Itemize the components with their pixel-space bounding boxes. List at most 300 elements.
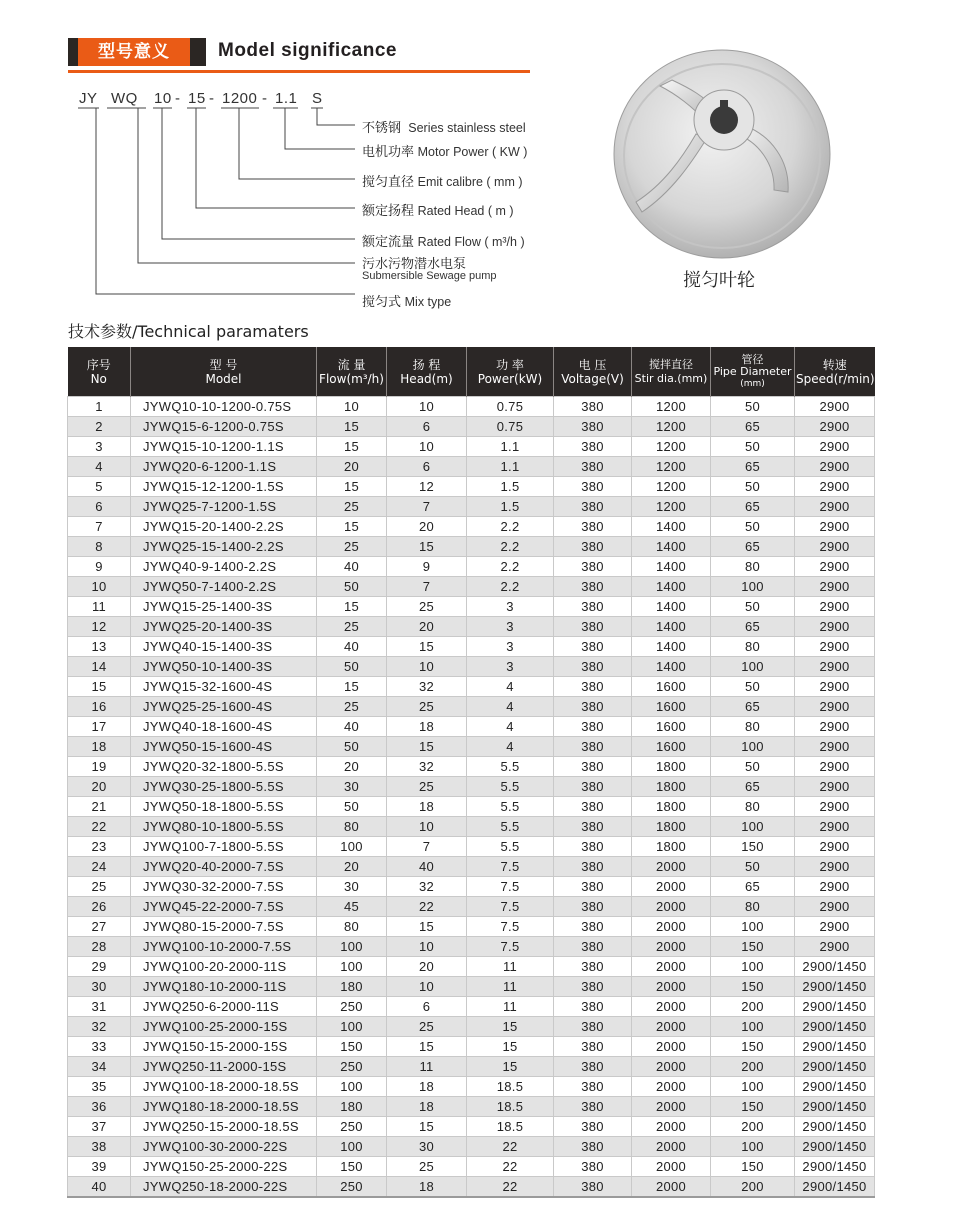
cell-pipe-dia: 100	[711, 957, 795, 977]
cell-stir-dia: 2000	[632, 957, 711, 977]
cell-pipe-dia: 200	[711, 1057, 795, 1077]
cell-model: JYWQ250-18-2000-22S	[131, 1177, 317, 1198]
cell-flow: 100	[317, 957, 387, 977]
cell-no: 14	[68, 657, 131, 677]
cell-power: 1.5	[467, 497, 554, 517]
cell-pipe-dia: 100	[711, 1017, 795, 1037]
table-row	[68, 1057, 875, 1077]
cell-model: JYWQ15-12-1200-1.5S	[131, 477, 317, 497]
label-mix-type-cn: 搅匀式	[362, 295, 402, 310]
cell-stir-dia: 2000	[632, 1157, 711, 1177]
cell-power: 22	[467, 1137, 554, 1157]
cell-pipe-dia: 65	[711, 497, 795, 517]
cell-stir-dia: 1200	[632, 437, 711, 457]
cell-stir-dia: 1600	[632, 697, 711, 717]
cell-head: 30	[387, 1137, 467, 1157]
cell-power: 7.5	[467, 937, 554, 957]
cell-head: 6	[387, 997, 467, 1017]
table-body	[68, 397, 875, 1198]
cell-speed: 2900	[795, 937, 875, 957]
cell-head: 18	[387, 717, 467, 737]
cell-speed: 2900	[795, 437, 875, 457]
cell-speed: 2900/1450	[795, 1017, 875, 1037]
cell-model: JYWQ15-20-1400-2.2S	[131, 517, 317, 537]
label-mix-type	[362, 291, 451, 310]
cell-pipe-dia: 100	[711, 817, 795, 837]
table-row	[68, 577, 875, 597]
cell-voltage: 380	[554, 797, 632, 817]
cell-model: JYWQ25-7-1200-1.5S	[131, 497, 317, 517]
cell-model: JYWQ100-20-2000-11S	[131, 957, 317, 977]
cell-voltage: 380	[554, 1057, 632, 1077]
cell-pipe-dia: 65	[711, 457, 795, 477]
cell-power: 2.2	[467, 517, 554, 537]
col-header-stir-dia-en: Stir dia.(mm)	[634, 371, 708, 385]
cell-power: 15	[467, 1017, 554, 1037]
cell-voltage: 380	[554, 877, 632, 897]
cell-stir-dia: 1600	[632, 717, 711, 737]
table-row	[68, 777, 875, 797]
cell-voltage: 380	[554, 617, 632, 637]
cell-flow: 15	[317, 437, 387, 457]
cell-model: JYWQ20-40-2000-7.5S	[131, 857, 317, 877]
cell-stir-dia: 1400	[632, 637, 711, 657]
label-calibre	[362, 171, 523, 190]
cell-head: 10	[387, 437, 467, 457]
table-row	[68, 737, 875, 757]
cell-no: 10	[68, 577, 131, 597]
cell-power: 22	[467, 1157, 554, 1177]
cell-power: 4	[467, 697, 554, 717]
cell-power: 5.5	[467, 837, 554, 857]
cell-flow: 15	[317, 677, 387, 697]
cell-stir-dia: 1800	[632, 797, 711, 817]
cell-model: JYWQ180-18-2000-18.5S	[131, 1097, 317, 1117]
cell-no: 22	[68, 817, 131, 837]
cell-voltage: 380	[554, 657, 632, 677]
cell-no: 40	[68, 1177, 131, 1198]
cell-pipe-dia: 80	[711, 637, 795, 657]
cell-voltage: 380	[554, 937, 632, 957]
cell-head: 15	[387, 737, 467, 757]
cell-pipe-dia: 200	[711, 1177, 795, 1198]
cell-power: 5.5	[467, 777, 554, 797]
cell-pipe-dia: 100	[711, 737, 795, 757]
table-row	[68, 497, 875, 517]
code-series: S	[312, 90, 323, 107]
cell-power: 4	[467, 717, 554, 737]
cell-speed: 2900/1450	[795, 1037, 875, 1057]
cell-no: 25	[68, 877, 131, 897]
table-row	[68, 937, 875, 957]
cell-model: JYWQ25-15-1400-2.2S	[131, 537, 317, 557]
cell-speed: 2900	[795, 777, 875, 797]
cell-speed: 2900/1450	[795, 1077, 875, 1097]
label-pump-en: Submersible Sewage pump	[362, 270, 497, 282]
col-header-pipe-dia-cn: 管径	[741, 352, 764, 366]
col-header-no	[68, 347, 131, 397]
cell-model: JYWQ100-25-2000-15S	[131, 1017, 317, 1037]
cell-no: 33	[68, 1037, 131, 1057]
cell-speed: 2900	[795, 917, 875, 937]
cell-stir-dia: 2000	[632, 1177, 711, 1198]
cell-speed: 2900	[795, 677, 875, 697]
cell-power: 4	[467, 737, 554, 757]
cell-voltage: 380	[554, 1137, 632, 1157]
cell-voltage: 380	[554, 1177, 632, 1198]
table-row	[68, 417, 875, 437]
cell-voltage: 380	[554, 697, 632, 717]
cell-speed: 2900	[795, 577, 875, 597]
cell-model: JYWQ150-15-2000-15S	[131, 1037, 317, 1057]
cell-speed: 2900/1450	[795, 997, 875, 1017]
cell-stir-dia: 2000	[632, 1117, 711, 1137]
cell-voltage: 380	[554, 977, 632, 997]
cell-voltage: 380	[554, 1077, 632, 1097]
technical-parameters-title: 技术参数/Technical paramaters	[68, 322, 309, 341]
cell-stir-dia: 1200	[632, 457, 711, 477]
cell-head: 18	[387, 1097, 467, 1117]
cell-no: 23	[68, 837, 131, 857]
cell-voltage: 380	[554, 557, 632, 577]
cell-power: 7.5	[467, 877, 554, 897]
cell-model: JYWQ100-7-1800-5.5S	[131, 837, 317, 857]
cell-speed: 2900	[795, 817, 875, 837]
cell-model: JYWQ150-25-2000-22S	[131, 1157, 317, 1177]
cell-no: 39	[68, 1157, 131, 1177]
cell-no: 38	[68, 1137, 131, 1157]
cell-stir-dia: 2000	[632, 1137, 711, 1157]
cell-stir-dia: 1400	[632, 517, 711, 537]
table-row	[68, 557, 875, 577]
cell-head: 10	[387, 817, 467, 837]
cell-flow: 100	[317, 837, 387, 857]
cell-speed: 2900/1450	[795, 1057, 875, 1077]
cell-power: 7.5	[467, 897, 554, 917]
table-row	[68, 977, 875, 997]
cell-power: 15	[467, 1057, 554, 1077]
col-header-flow	[317, 347, 387, 397]
cell-flow: 100	[317, 1017, 387, 1037]
cell-head: 32	[387, 877, 467, 897]
cell-pipe-dia: 50	[711, 757, 795, 777]
cell-no: 11	[68, 597, 131, 617]
cell-stir-dia: 2000	[632, 897, 711, 917]
cell-speed: 2900/1450	[795, 1117, 875, 1137]
cell-speed: 2900	[795, 637, 875, 657]
table-row	[68, 1157, 875, 1177]
cell-pipe-dia: 65	[711, 537, 795, 557]
cell-pipe-dia: 200	[711, 1117, 795, 1137]
cell-stir-dia: 2000	[632, 1037, 711, 1057]
cell-voltage: 380	[554, 717, 632, 737]
cell-head: 20	[387, 617, 467, 637]
table-row	[68, 1077, 875, 1097]
cell-power: 18.5	[467, 1117, 554, 1137]
cell-pipe-dia: 65	[711, 697, 795, 717]
cell-speed: 2900	[795, 417, 875, 437]
cell-stir-dia: 2000	[632, 877, 711, 897]
cell-speed: 2900/1450	[795, 957, 875, 977]
cell-flow: 50	[317, 797, 387, 817]
cell-voltage: 380	[554, 997, 632, 1017]
cell-head: 18	[387, 1177, 467, 1198]
cell-head: 7	[387, 497, 467, 517]
cell-stir-dia: 2000	[632, 1057, 711, 1077]
label-pump-cn-text: 污水污物潜水电泵	[362, 257, 467, 272]
cell-stir-dia: 2000	[632, 857, 711, 877]
col-header-head-en: Head(m)	[400, 371, 453, 386]
cell-flow: 15	[317, 517, 387, 537]
cell-stir-dia: 1600	[632, 677, 711, 697]
cell-power: 2.2	[467, 577, 554, 597]
cell-flow: 15	[317, 417, 387, 437]
cell-pipe-dia: 150	[711, 1157, 795, 1177]
code-power: 1.1	[275, 90, 298, 107]
cell-no: 27	[68, 917, 131, 937]
cell-head: 7	[387, 577, 467, 597]
cell-flow: 250	[317, 997, 387, 1017]
cell-pipe-dia: 100	[711, 657, 795, 677]
cell-model: JYWQ50-18-1800-5.5S	[131, 797, 317, 817]
cell-flow: 250	[317, 1057, 387, 1077]
cell-speed: 2900/1450	[795, 1177, 875, 1198]
cell-model: JYWQ40-15-1400-3S	[131, 637, 317, 657]
col-header-model-en: Model	[205, 371, 242, 386]
label-head-cn: 额定扬程	[362, 204, 415, 219]
cell-head: 18	[387, 1077, 467, 1097]
cell-head: 9	[387, 557, 467, 577]
cell-flow: 40	[317, 557, 387, 577]
cell-flow: 150	[317, 1157, 387, 1177]
cell-flow: 100	[317, 1077, 387, 1097]
table-row	[68, 897, 875, 917]
cell-model: JYWQ250-11-2000-15S	[131, 1057, 317, 1077]
table-row	[68, 1177, 875, 1198]
cell-stir-dia: 1600	[632, 737, 711, 757]
table-row	[68, 657, 875, 677]
col-header-voltage-en: Voltage(V)	[561, 371, 624, 386]
cell-stir-dia: 2000	[632, 997, 711, 1017]
col-header-no-en: No	[90, 371, 107, 386]
cell-stir-dia: 2000	[632, 1077, 711, 1097]
label-head	[362, 200, 514, 219]
cell-model: JYWQ50-15-1600-4S	[131, 737, 317, 757]
cell-flow: 50	[317, 577, 387, 597]
cell-head: 11	[387, 1057, 467, 1077]
cell-no: 29	[68, 957, 131, 977]
table-row	[68, 837, 875, 857]
cell-pipe-dia: 100	[711, 577, 795, 597]
cell-no: 19	[68, 757, 131, 777]
table-row	[68, 1017, 875, 1037]
cell-head: 25	[387, 777, 467, 797]
cell-no: 30	[68, 977, 131, 997]
cell-voltage: 380	[554, 417, 632, 437]
cell-no: 20	[68, 777, 131, 797]
table-row	[68, 677, 875, 697]
cell-no: 36	[68, 1097, 131, 1117]
cell-stir-dia: 1800	[632, 837, 711, 857]
cell-head: 25	[387, 597, 467, 617]
cell-voltage: 380	[554, 577, 632, 597]
cell-voltage: 380	[554, 817, 632, 837]
cell-voltage: 380	[554, 777, 632, 797]
cell-no: 26	[68, 897, 131, 917]
label-calibre-cn: 搅匀直径	[362, 175, 415, 190]
cell-speed: 2900	[795, 897, 875, 917]
cell-flow: 250	[317, 1177, 387, 1198]
cell-model: JYWQ40-9-1400-2.2S	[131, 557, 317, 577]
table-row	[68, 477, 875, 497]
cell-speed: 2900	[795, 517, 875, 537]
cell-head: 10	[387, 397, 467, 417]
cell-stir-dia: 2000	[632, 937, 711, 957]
table-row	[68, 597, 875, 617]
table-row	[68, 817, 875, 837]
cell-no: 17	[68, 717, 131, 737]
cell-no: 13	[68, 637, 131, 657]
col-header-model	[131, 347, 317, 397]
cell-stir-dia: 1200	[632, 477, 711, 497]
cell-power: 7.5	[467, 857, 554, 877]
cell-pipe-dia: 150	[711, 937, 795, 957]
col-header-speed-cn: 转速	[822, 357, 847, 372]
label-motor-power-cn: 电机功率	[362, 145, 415, 160]
table-row	[68, 617, 875, 637]
cell-flow: 10	[317, 397, 387, 417]
cell-voltage: 380	[554, 597, 632, 617]
cell-power: 18.5	[467, 1077, 554, 1097]
code-calibre: 1200	[222, 90, 258, 107]
cell-model: JYWQ250-15-2000-18.5S	[131, 1117, 317, 1137]
cell-no: 4	[68, 457, 131, 477]
cell-model: JYWQ250-6-2000-11S	[131, 997, 317, 1017]
cell-flow: 180	[317, 1097, 387, 1117]
cell-head: 10	[387, 657, 467, 677]
cell-power: 18.5	[467, 1097, 554, 1117]
cell-voltage: 380	[554, 637, 632, 657]
cell-model: JYWQ15-32-1600-4S	[131, 677, 317, 697]
col-header-pipe-dia	[711, 347, 795, 397]
cell-speed: 2900	[795, 537, 875, 557]
cell-flow: 20	[317, 457, 387, 477]
label-head-en: Rated Head ( m )	[417, 204, 514, 218]
cell-pipe-dia: 80	[711, 897, 795, 917]
cell-no: 16	[68, 697, 131, 717]
cell-no: 6	[68, 497, 131, 517]
code-dash-3: -	[262, 90, 268, 107]
cell-power: 5.5	[467, 757, 554, 777]
cell-head: 6	[387, 417, 467, 437]
table-row	[68, 517, 875, 537]
col-header-stir-dia-cn: 搅拌直径	[649, 357, 693, 371]
cell-voltage: 380	[554, 837, 632, 857]
cell-power: 3	[467, 617, 554, 637]
col-header-power-cn: 功 率	[496, 357, 524, 372]
cell-stir-dia: 1800	[632, 777, 711, 797]
cell-speed: 2900/1450	[795, 977, 875, 997]
cell-speed: 2900	[795, 657, 875, 677]
cell-pipe-dia: 150	[711, 1037, 795, 1057]
cell-power: 5.5	[467, 817, 554, 837]
cell-no: 21	[68, 797, 131, 817]
cell-voltage: 380	[554, 957, 632, 977]
cell-no: 12	[68, 617, 131, 637]
cell-flow: 50	[317, 737, 387, 757]
col-header-power	[467, 347, 554, 397]
cell-pipe-dia: 150	[711, 1097, 795, 1117]
cell-flow: 45	[317, 897, 387, 917]
cell-model: JYWQ100-18-2000-18.5S	[131, 1077, 317, 1097]
cell-pipe-dia: 150	[711, 977, 795, 997]
cell-power: 15	[467, 1037, 554, 1057]
cell-model: JYWQ45-22-2000-7.5S	[131, 897, 317, 917]
cell-power: 0.75	[467, 417, 554, 437]
table-row	[68, 797, 875, 817]
cell-pipe-dia: 65	[711, 417, 795, 437]
cell-model: JYWQ20-32-1800-5.5S	[131, 757, 317, 777]
cell-stir-dia: 1200	[632, 397, 711, 417]
cell-head: 15	[387, 537, 467, 557]
col-header-flow-en: Flow(m³/h)	[319, 371, 384, 386]
cell-speed: 2900	[795, 477, 875, 497]
impeller-caption: 搅匀叶轮	[683, 270, 755, 291]
cell-voltage: 380	[554, 1037, 632, 1057]
cell-head: 7	[387, 837, 467, 857]
table-row	[68, 1097, 875, 1117]
cell-power: 0.75	[467, 397, 554, 417]
cell-model: JYWQ15-25-1400-3S	[131, 597, 317, 617]
cell-head: 25	[387, 697, 467, 717]
cell-pipe-dia: 50	[711, 597, 795, 617]
cell-head: 32	[387, 677, 467, 697]
code-dash-2: -	[209, 90, 215, 107]
cell-no: 18	[68, 737, 131, 757]
cell-pipe-dia: 65	[711, 877, 795, 897]
table-row	[68, 917, 875, 937]
cell-power: 1.1	[467, 437, 554, 457]
cell-stir-dia: 1400	[632, 577, 711, 597]
cell-speed: 2900	[795, 457, 875, 477]
cell-flow: 80	[317, 817, 387, 837]
cell-head: 25	[387, 1017, 467, 1037]
cell-voltage: 380	[554, 457, 632, 477]
label-stainless	[362, 117, 526, 136]
cell-pipe-dia: 100	[711, 1077, 795, 1097]
cell-head: 20	[387, 517, 467, 537]
cell-stir-dia: 2000	[632, 977, 711, 997]
cell-no: 37	[68, 1117, 131, 1137]
cell-voltage: 380	[554, 1157, 632, 1177]
table-row	[68, 537, 875, 557]
cell-speed: 2900	[795, 497, 875, 517]
cell-voltage: 380	[554, 857, 632, 877]
cell-speed: 2900/1450	[795, 1137, 875, 1157]
cell-speed: 2900/1450	[795, 1097, 875, 1117]
cell-flow: 150	[317, 1037, 387, 1057]
code-wq: WQ	[111, 90, 138, 107]
cell-head: 40	[387, 857, 467, 877]
cell-head: 22	[387, 897, 467, 917]
cell-head: 12	[387, 477, 467, 497]
cell-power: 4	[467, 677, 554, 697]
cell-power: 5.5	[467, 797, 554, 817]
cell-flow: 100	[317, 937, 387, 957]
cell-pipe-dia: 150	[711, 837, 795, 857]
table-row	[68, 457, 875, 477]
cell-flow: 15	[317, 477, 387, 497]
